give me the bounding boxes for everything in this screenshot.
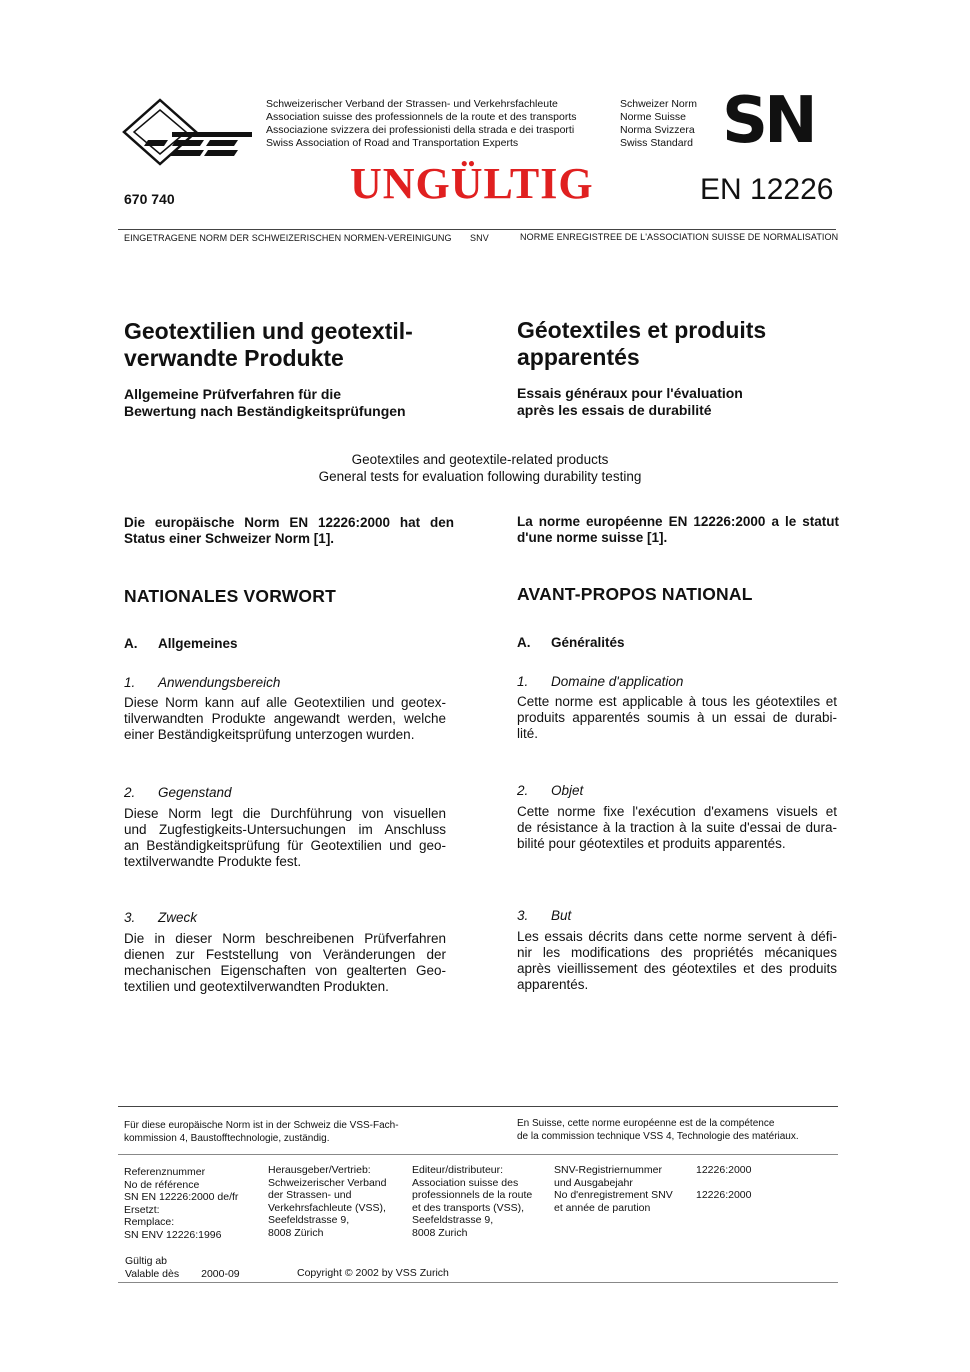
registry-block: SNV-Registriernummer und Ausgabejahr No d'enregistrement SNV et année de parution	[554, 1164, 673, 1214]
association-de: Schweizerischer Verband der Strassen- und Verkehrsfachleute	[266, 98, 558, 110]
subtitle-de: Allgemeine Prüfverfahren für die Bewertung nach Beständigkeitsprüfungen	[124, 386, 406, 419]
association-it: Associazione svizzera dei professionisti della strada e dei trasporti	[266, 124, 575, 136]
registry-left: EINGETRAGENE NORM DER SCHWEIZERISCHEN NORMEN-VEREINIGUNG	[124, 233, 452, 243]
norm-label-de: Schweizer Norm	[620, 98, 698, 110]
valid-date: 2000-09	[201, 1267, 240, 1280]
norm-label-en: Swiss Standard	[620, 137, 693, 149]
norm-label-fr: Norme Suisse	[620, 111, 686, 123]
copyright: Copyright © 2002 by VSS Zurich	[297, 1267, 449, 1279]
registry-value-2: 12226:2000	[696, 1189, 752, 1201]
title-de: Geotextilien und geotextil- verwandte Produkte	[124, 318, 413, 371]
section-a-fr: A. Généralités	[517, 635, 625, 650]
footer-rule-bottom	[118, 1282, 838, 1283]
item-2-fr: 2. Objet Cette norme fixe l'exécution d'examens visuels et de résistance à la traction à la suite d'essai de dura- bilité pour géotextiles et produits apparentés.	[517, 783, 837, 851]
norm-labels	[620, 98, 720, 150]
item-1-fr: 1. Domaine d'application Cette norme est applicable à tous les géotextiles et produits apparentés soumis à un essai de durabi- lité.	[517, 674, 837, 741]
item-3-fr: 3. But Les essais décrits dans cette norme servent à défi- nir les modifications des propriétés mécaniques après vieillissement des géotextiles et des produits apparentés.	[517, 908, 837, 992]
registry-mid: SNV	[470, 233, 489, 243]
valid-from: Gültig ab Valable dès 2000-09	[125, 1255, 240, 1280]
distributor-block: Editeur/distributeur: Association suisse des professionnels de la route et des transports (VSS), Seefeldstrasse 9, 8008 Zurich	[412, 1164, 533, 1239]
association-fr: Association suisse des professionnels de la route et des transports	[266, 111, 577, 123]
title-fr: Géotextiles et produits apparentés	[517, 317, 767, 370]
header-rule	[118, 229, 836, 230]
item-1-de: 1. Anwendungsbereich Diese Norm kann auf alle Geotextilien und geotex- tilverwandten Produkte angewandt werden, welche einer Beständigkeitsprüfung unterzogen wurden.	[124, 675, 446, 742]
footer-rule-top	[118, 1106, 838, 1107]
registry-value-1: 12226:2000	[696, 1164, 752, 1176]
title-en: Geotextiles and geotextile-related products General tests for evaluation following durability testing	[318, 452, 642, 484]
sn-logo: SN	[722, 84, 814, 158]
publisher-block: Herausgeber/Vertrieb: Schweizerischer Verband der Strassen- und Verkehrsfachleute (VSS), Seefeldstrasse 9, 8008 Zürich	[268, 1164, 387, 1239]
status-fr: La norme européenne EN 12226:2000 a le statut d'une norme suisse [1].	[517, 514, 839, 545]
footer-rule-mid	[118, 1154, 838, 1155]
standard-id: EN 12226	[700, 173, 834, 206]
doc-number: 670 740	[124, 191, 175, 207]
status-de: Die europäische Norm EN 12226:2000 hat den Status einer Schweizer Norm [1].	[124, 515, 454, 546]
registry-right: NORME ENREGISTREE DE L'ASSOCIATION SUISSE DE NORMALISATION	[520, 232, 839, 242]
competence-de: Für diese europäische Norm ist in der Schweiz die VSS-Fach- kommission 4, Baustofftechnologie, zuständig.	[124, 1120, 399, 1144]
item-3-de: 3. Zweck Die in dieser Norm beschreibenen Prüfverfahren dienen zur Feststellung von Veränderungen der mechanischen Eigenschaften von gealterten Geo- textilien und geotextilverwandten Produkten.	[124, 910, 446, 994]
reference-block: Referenznummer No de référence SN EN 12226:2000 de/fr Ersetzt: Remplace: SN ENV 12226:1996	[124, 1166, 239, 1241]
item-2-de: 2. Gegenstand Diese Norm legt die Durchführung von visuellen und Zugfestigkeits-Untersuchungen im Anschluss an Beständigkeitsprüfung für Geotextilien und geo- textilverwandte Produkte fest.	[124, 785, 446, 869]
association-names	[266, 98, 616, 150]
vss-logo	[118, 96, 258, 166]
section-a-de: A. Allgemeines	[124, 636, 238, 651]
foreword-heading-de: NATIONALES VORWORT	[124, 586, 336, 606]
competence-fr: En Suisse, cette norme européenne est de la compétence de la commission technique VSS 4, Technologie des matériaux.	[517, 1118, 799, 1142]
subtitle-fr: Essais généraux pour l'évaluation après les essais de durabilité	[517, 385, 743, 418]
association-en: Swiss Association of Road and Transportation Experts	[266, 137, 519, 149]
foreword-heading-fr: AVANT-PROPOS NATIONAL	[517, 584, 753, 604]
invalid-stamp: UNGÜLTIG	[350, 159, 594, 208]
norm-label-it: Norma Svizzera	[620, 124, 695, 136]
